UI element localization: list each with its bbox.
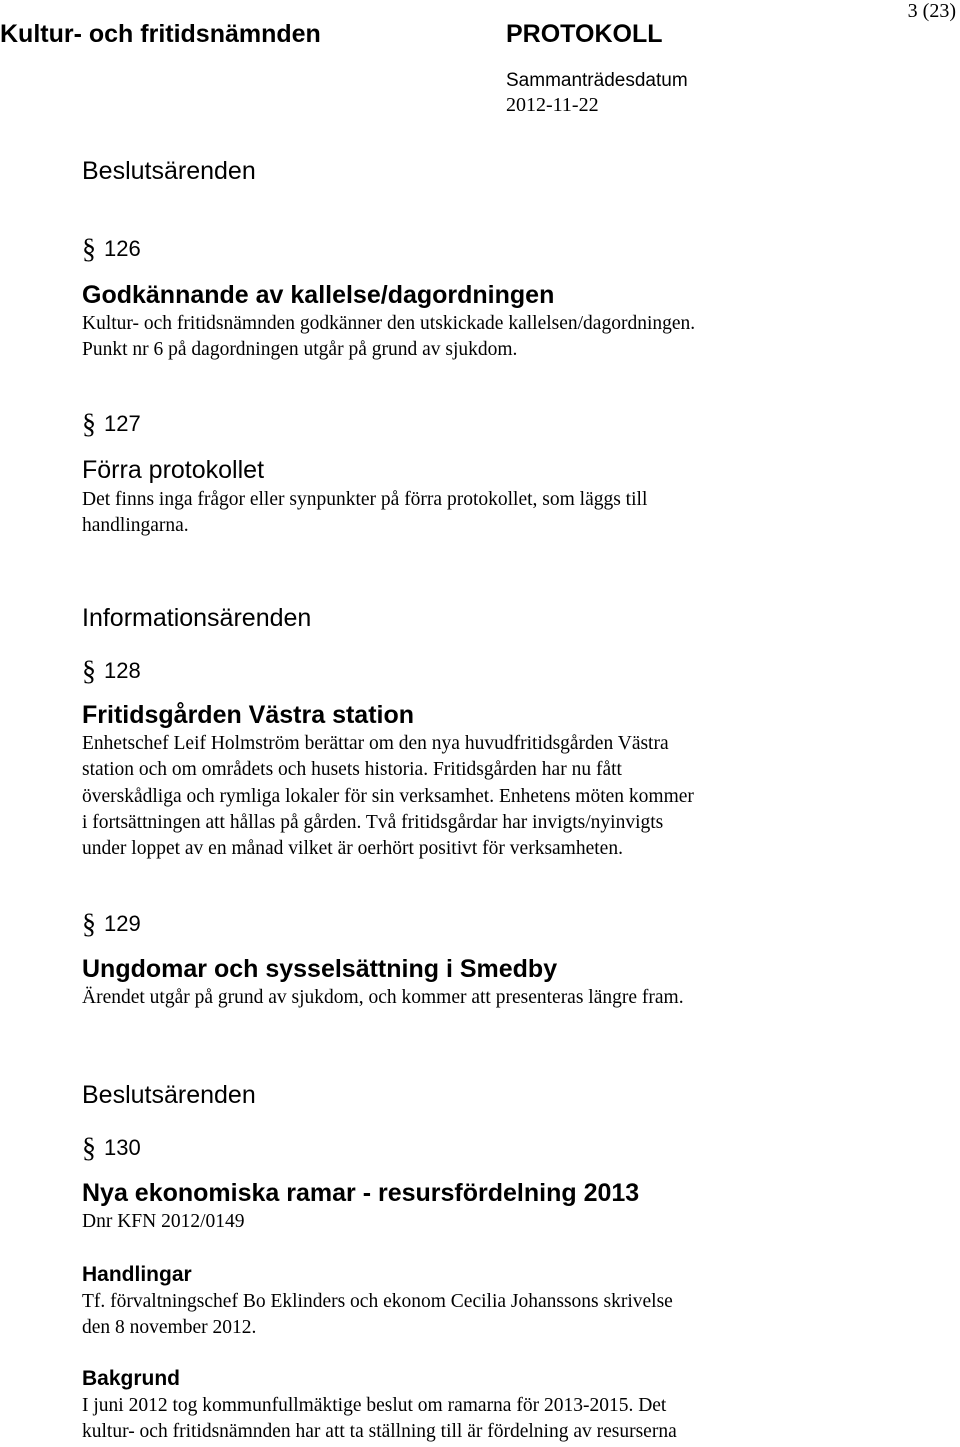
paragraph-symbol: § — [82, 234, 96, 265]
paragraph-number: 129 — [104, 911, 141, 936]
category-heading-beslutsarenden: Beslutsärenden — [82, 157, 256, 185]
paragraph-symbol: § — [82, 909, 96, 940]
paragraph-heading-130 — [82, 1131, 141, 1163]
text-line: I juni 2012 tog kommunfullmäktige beslut om ramarna för 2013-2015. Det — [82, 1395, 667, 1416]
paragraph-heading-127 — [82, 407, 141, 439]
text-line: under loppet av en månad vilket är oerhört positivt för verksamheten. — [82, 838, 623, 860]
bakgrund-text — [82, 1393, 677, 1446]
text-line: Ärendet utgår på grund av sjukdom, och kommer att presenteras längre fram. — [82, 987, 684, 1008]
item-reference-130: Dnr KFN 2012/0149 — [82, 1211, 245, 1232]
meeting-date-label: Sammanträdesdatum — [506, 70, 688, 91]
paragraph-number: 126 — [104, 236, 141, 261]
paragraph-heading-128 — [82, 654, 141, 686]
item-title-126: Godkännande av kallelse/dagordningen — [82, 281, 555, 309]
document-type: PROTOKOLL — [506, 20, 663, 48]
text-line: kultur- och fritidsnämnden har att ta ställning till är fördelning av resurserna — [82, 1421, 677, 1443]
item-title-128: Fritidsgården Västra station — [82, 701, 415, 729]
paragraph-number: 127 — [104, 411, 141, 436]
item-title-129: Ungdomar och sysselsättning i Smedby — [82, 955, 558, 983]
text-line: Tf. förvaltningschef Bo Eklinders och ekonom Cecilia Johanssons skrivelse — [82, 1291, 673, 1312]
category-heading-informationsarenden: Informationsärenden — [82, 604, 312, 632]
text-line: Kultur- och fritidsnämnden godkänner den utskickade kallelsen/dagordningen. — [82, 313, 696, 334]
item-text-129 — [82, 985, 684, 1011]
item-text-127 — [82, 487, 647, 540]
item-title-130: Nya ekonomiska ramar - resursfördelning 2013 — [82, 1179, 640, 1207]
item-text-128 — [82, 731, 694, 862]
item-text-126 — [82, 311, 695, 364]
paragraph-heading-126 — [82, 232, 141, 264]
paragraph-number: 128 — [104, 658, 141, 683]
page-indicator: 3 (23) — [907, 0, 956, 22]
category-heading-beslutsarenden-2: Beslutsärenden — [82, 1081, 256, 1109]
paragraph-symbol: § — [82, 656, 96, 687]
text-line: Det finns inga frågor eller synpunkter på förra protokollet, som läggs till — [82, 489, 648, 510]
paragraph-symbol: § — [82, 409, 96, 440]
text-line: station och om områdets och husets historia. Fritidsgården har nu fått — [82, 759, 622, 781]
text-line: Enhetschef Leif Holmström berättar om den nya huvudfritidsgården Västra — [82, 733, 669, 754]
text-line: Punkt nr 6 på dagordningen utgår på grund av sjukdom. — [82, 339, 518, 361]
text-line: den 8 november 2012. — [82, 1317, 257, 1339]
meeting-date: 2012-11-22 — [506, 94, 599, 116]
handlingar-text — [82, 1289, 673, 1342]
item-title-127: Förra protokollet — [82, 456, 265, 484]
paragraph-number: 130 — [104, 1135, 141, 1160]
subheading-bakgrund: Bakgrund — [82, 1367, 181, 1390]
text-line: handlingarna. — [82, 515, 189, 537]
organization-name: Kultur- och fritidsnämnden — [0, 20, 321, 48]
text-line: i fortsättningen att hållas på gården. Två fritidsgårdar har invigts/nyinvigts — [82, 811, 664, 833]
text-line: överskådliga och rymliga lokaler för sin verksamhet. Enhetens möten kommer — [82, 785, 694, 807]
subheading-handlingar: Handlingar — [82, 1263, 192, 1286]
paragraph-heading-129 — [82, 907, 141, 939]
paragraph-symbol: § — [82, 1133, 96, 1164]
